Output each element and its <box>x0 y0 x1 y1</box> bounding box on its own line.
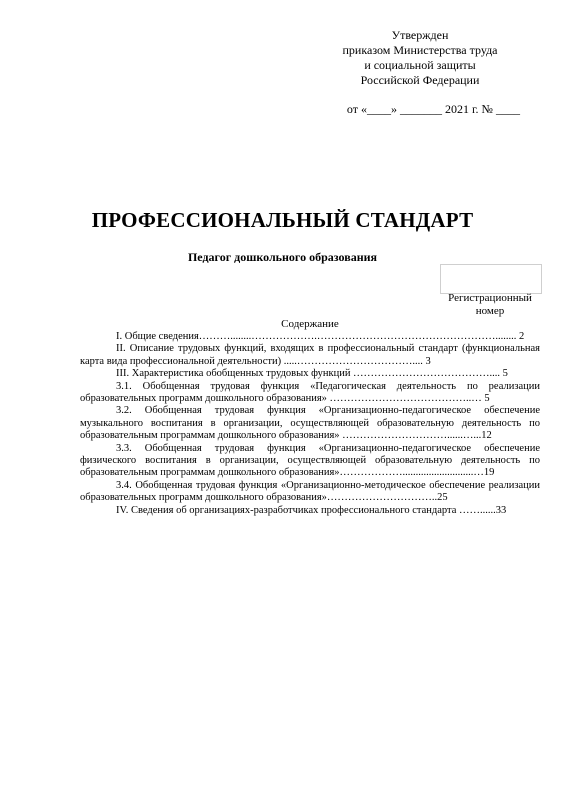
document-title: ПРОФЕССИОНАЛЬНЫЙ СТАНДАРТ <box>91 208 474 232</box>
toc-entry-3-1[interactable]: 3.1. Обобщенная трудовая функция «Педагогическая деятельность по реализации образовательных программ дошкольного образования» …………………………………..… 5 <box>80 380 540 405</box>
toc-entry-functions-description[interactable]: II. Описание трудовых функций, входящих в профессиональный стандарт (функциональная карта вида профессиональной деятельности) .....…………………………….... 3 <box>80 343 540 367</box>
toc-entry-generalized-functions[interactable]: III. Характеристика обобщенных трудовых функций ………………………………….... 5 <box>116 368 508 380</box>
registration-number-box <box>440 264 542 294</box>
toc-entry-3-2[interactable]: 3.2. Обобщенная трудовая функция «Организационно-педагогическое обеспечение музыкального воспитания в организации, осуществляющей образовательную деятельность по образовательным программам дошкольного образования» …………………………......…...12 <box>80 405 540 442</box>
approval-date: от «____» _______ 2021 г. № ____ <box>346 102 520 116</box>
approval-line-3: и социальной защиты <box>364 58 476 72</box>
toc-entry-general[interactable]: I. Общие сведения………........……………….……………………………………………........ 2 <box>116 331 525 342</box>
document-subtitle: Педагог дошкольного образования <box>187 250 378 264</box>
table-of-contents <box>80 331 540 517</box>
approval-block <box>300 28 540 117</box>
toc-heading: Содержание <box>281 318 339 330</box>
approval-line-1: Утвержден <box>391 28 449 42</box>
toc-entry-3-3[interactable]: 3.3. Обобщенная трудовая функция «Организационно-педагогическое обеспечение физического воспитания в организации, осуществляющей образовательную деятельность по образовательным программам дошкольного образования»………………...........................…19 <box>80 442 540 479</box>
registration-label <box>430 292 550 318</box>
toc-entry-3-4[interactable]: 3.4. Обобщенная трудовая функция «Организационно-методическое обеспечение реализации образовательных программ дошкольного образования»…………………………..25 <box>80 479 540 504</box>
registration-label-line-1: Регистрационный <box>448 292 532 304</box>
registration-label-line-2: номер <box>475 305 505 317</box>
toc-entry-developers[interactable]: IV. Сведения об организациях-разработчиках профессионального стандарта ……......33 <box>116 504 507 516</box>
approval-line-2: приказом Министерства труда <box>342 43 498 57</box>
approval-line-4: Российской Федерации <box>360 73 480 87</box>
